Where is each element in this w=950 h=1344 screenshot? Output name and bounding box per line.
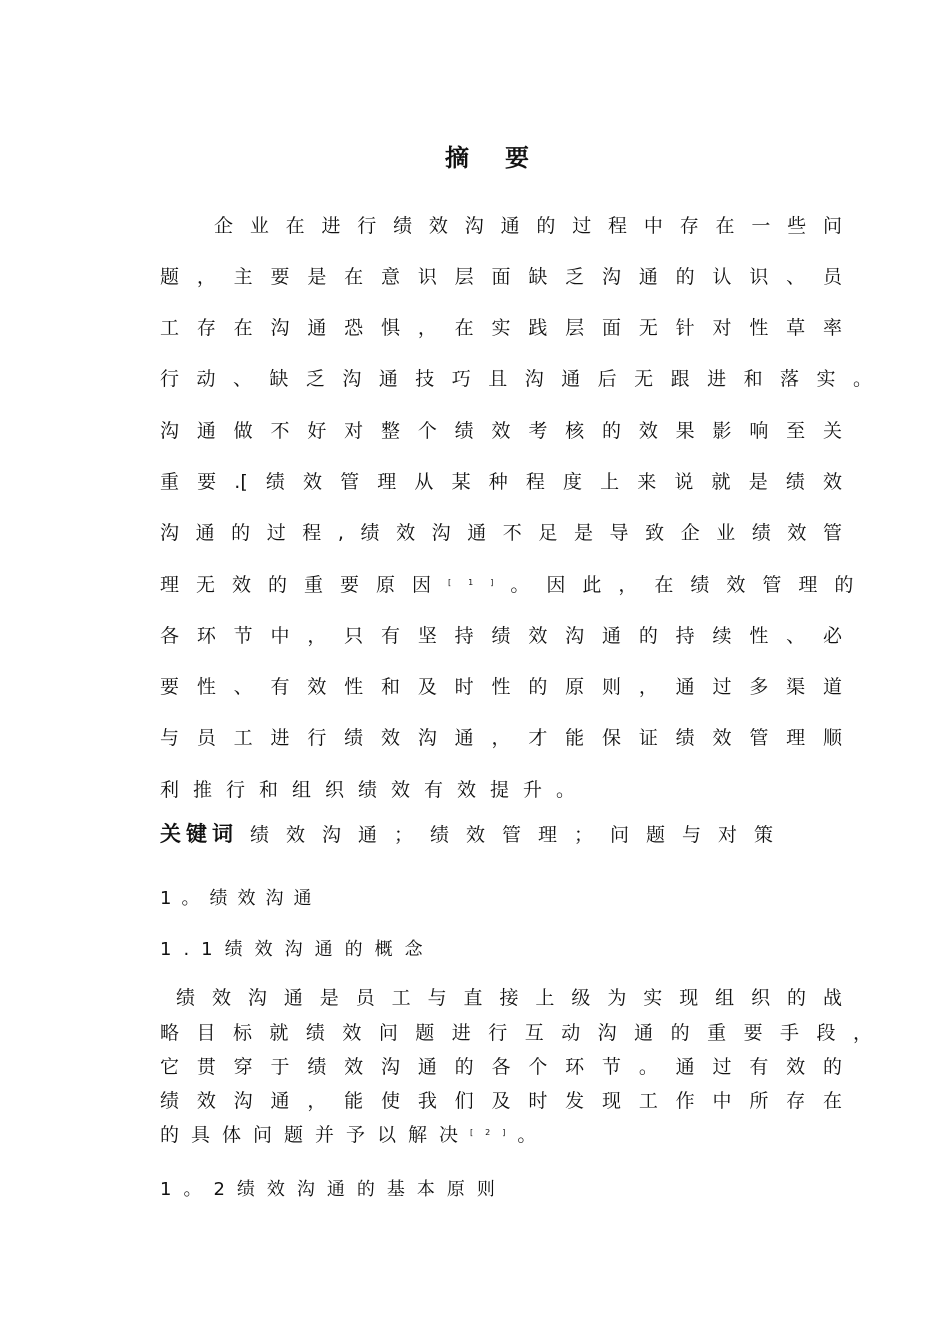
abstract-line-8-text: 理无效的重要原因 <box>160 574 449 596</box>
abstract-line-5: 沟通做不好对整个绩效考核的效果影响至关 <box>160 420 842 442</box>
concept-line-4: 绩效沟通，能使我们及时发现工作中所存在 <box>160 1090 842 1112</box>
section-1-2-heading: 1。2绩效沟通的基本原则 <box>160 1179 507 1200</box>
keywords-label: 关键词 <box>160 822 238 846</box>
section-1-1-heading: 1.1绩效沟通的概念 <box>160 939 435 960</box>
abstract-line-12: 利推行和组织绩效有效提升。 <box>160 779 590 801</box>
abstract-line-7: 沟通的过程,绩效沟通不足是导致企业绩效管 <box>160 522 842 544</box>
abstract-line-2: 题，主要是在意识层面缺乏沟通的认识、员 <box>160 266 842 288</box>
abstract-line-8 <box>160 571 871 599</box>
abstract-line-4: 行动、缺乏沟通技巧且沟通后无跟进和落实。 <box>160 368 872 390</box>
concept-line-1: 绩效沟通是员工与直接上级为实现组织的战 <box>176 987 842 1009</box>
citation-1: [1] <box>448 578 511 587</box>
keywords-row <box>160 818 790 848</box>
abstract-line-9: 各环节中，只有坚持绩效沟通的持续性、必 <box>160 625 842 647</box>
abstract-line-1: 企业在进行绩效沟通的过程中存在一些问 <box>214 215 842 237</box>
concept-line-5-text: 的具体问题并予以解决 <box>160 1124 471 1146</box>
abstract-title: 摘要 <box>445 144 565 172</box>
abstract-line-8-rest: 。因此，在绩效管理的 <box>510 574 871 596</box>
concept-line-3: 它贯穿于绩效沟通的各个环节。通过有效的 <box>160 1056 842 1078</box>
section-1-heading: 1。绩效沟通 <box>160 888 322 909</box>
citation-2: [2] <box>470 1128 518 1137</box>
concept-line-2: 略目标就绩效问题进行互动沟通的重要手段， <box>160 1022 872 1044</box>
abstract-line-6: 重要.[绩效管理从某种程度上来说就是绩效 <box>160 471 842 493</box>
concept-line-5 <box>160 1121 548 1149</box>
concept-line-5-tail: 。 <box>517 1124 549 1146</box>
keywords-text: 绩效沟通；绩效管理；问题与对策 <box>250 824 791 846</box>
abstract-line-10: 要性、有效性和及时性的原则，通过多渠道 <box>160 676 842 698</box>
abstract-line-3: 工存在沟通恐惧，在实践层面无针对性草率 <box>160 317 842 339</box>
abstract-line-11: 与员工进行绩效沟通，才能保证绩效管理顺 <box>160 727 842 749</box>
